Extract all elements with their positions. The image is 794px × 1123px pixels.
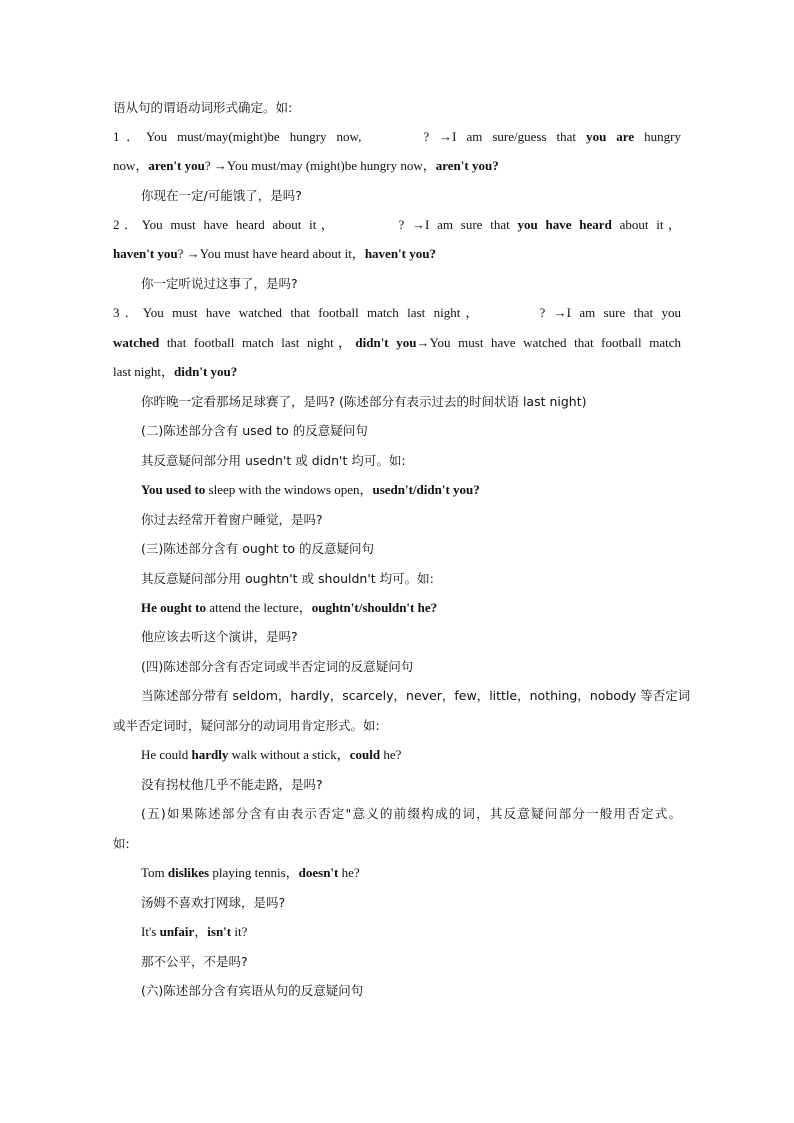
section-heading: (三)陈述部分含有 ought to 的反意疑问句: [141, 541, 375, 556]
example-line: It's unfair，isn't it?: [141, 924, 248, 939]
text-line: 其反意疑问部分用 usedn't 或 didn't 均可。如:: [141, 453, 406, 468]
example-1-line: 1．You must/may(might)be hungry now, ? →I am sure/guess that you are hungry: [113, 129, 681, 144]
section-heading: (六)陈述部分含有宾语从句的反意疑问句: [141, 983, 364, 998]
text-line: 语从句的谓语动词形式确定。如:: [113, 100, 293, 115]
translation-line: 那不公平，不是吗?: [141, 954, 248, 969]
translation-line: 你过去经常开着窗户睡觉，是吗?: [141, 512, 323, 527]
section-heading: (五)如果陈述部分含有由表示否定"意义的前缀构成的词，其反意疑问部分一般用否定式。: [141, 806, 681, 821]
example-3-line-3: last night，didn't you?: [113, 364, 238, 379]
text-line: 当陈述部分带有 seldom，hardly，scarcely，never，few，little，nothing，nobody 等否定词: [141, 688, 691, 703]
translation-line: 他应该去听这个演讲，是吗?: [141, 629, 298, 644]
example-line: Tom dislikes playing tennis，doesn't he?: [141, 865, 360, 880]
text-line: 其反意疑问部分用 oughtn't 或 shouldn't 均可。如:: [141, 571, 434, 586]
example-line: He could hardly walk without a stick，could he?: [141, 747, 402, 762]
example-2-line-2: haven't you? →You must have heard about it，haven't you?: [113, 246, 436, 261]
text-line: 如:: [113, 836, 130, 851]
translation-line: 没有拐杖他几乎不能走路，是吗?: [141, 777, 323, 792]
example-line: He ought to attend the lecture，oughtn't/shouldn't he?: [141, 600, 438, 615]
example-1-line-2: now，aren't you? →You must/may (might)be hungry now，aren't you?: [113, 158, 499, 173]
example-3-line-2: watched that football match last night，didn't you→You must have watched that football match: [113, 335, 681, 350]
section-heading: (四)陈述部分含有否定词或半否定词的反意疑问句: [141, 659, 414, 674]
translation-line: 你昨晚一定看那场足球赛了，是吗? (陈述部分有表示过去的时间状语 last night): [141, 394, 587, 409]
example-3-line: 3．You must have watched that football match last night， ? →I am sure that you: [113, 305, 681, 320]
translation-line: 汤姆不喜欢打网球，是吗?: [141, 895, 286, 910]
text-line: 或半否定词时，疑问部分的动词用肯定形式。如:: [113, 718, 380, 733]
translation-line: 你一定听说过这事了，是吗?: [141, 276, 298, 291]
section-heading: (二)陈述部分含有 used to 的反意疑问句: [141, 423, 368, 438]
translation-line: 你现在一定/可能饿了，是吗?: [141, 188, 302, 203]
example-line: You used to sleep with the windows open，usedn't/didn't you?: [141, 482, 480, 497]
example-2-line: 2．You must have heard about it， ? →I am sure that you have heard about it，: [113, 217, 682, 232]
